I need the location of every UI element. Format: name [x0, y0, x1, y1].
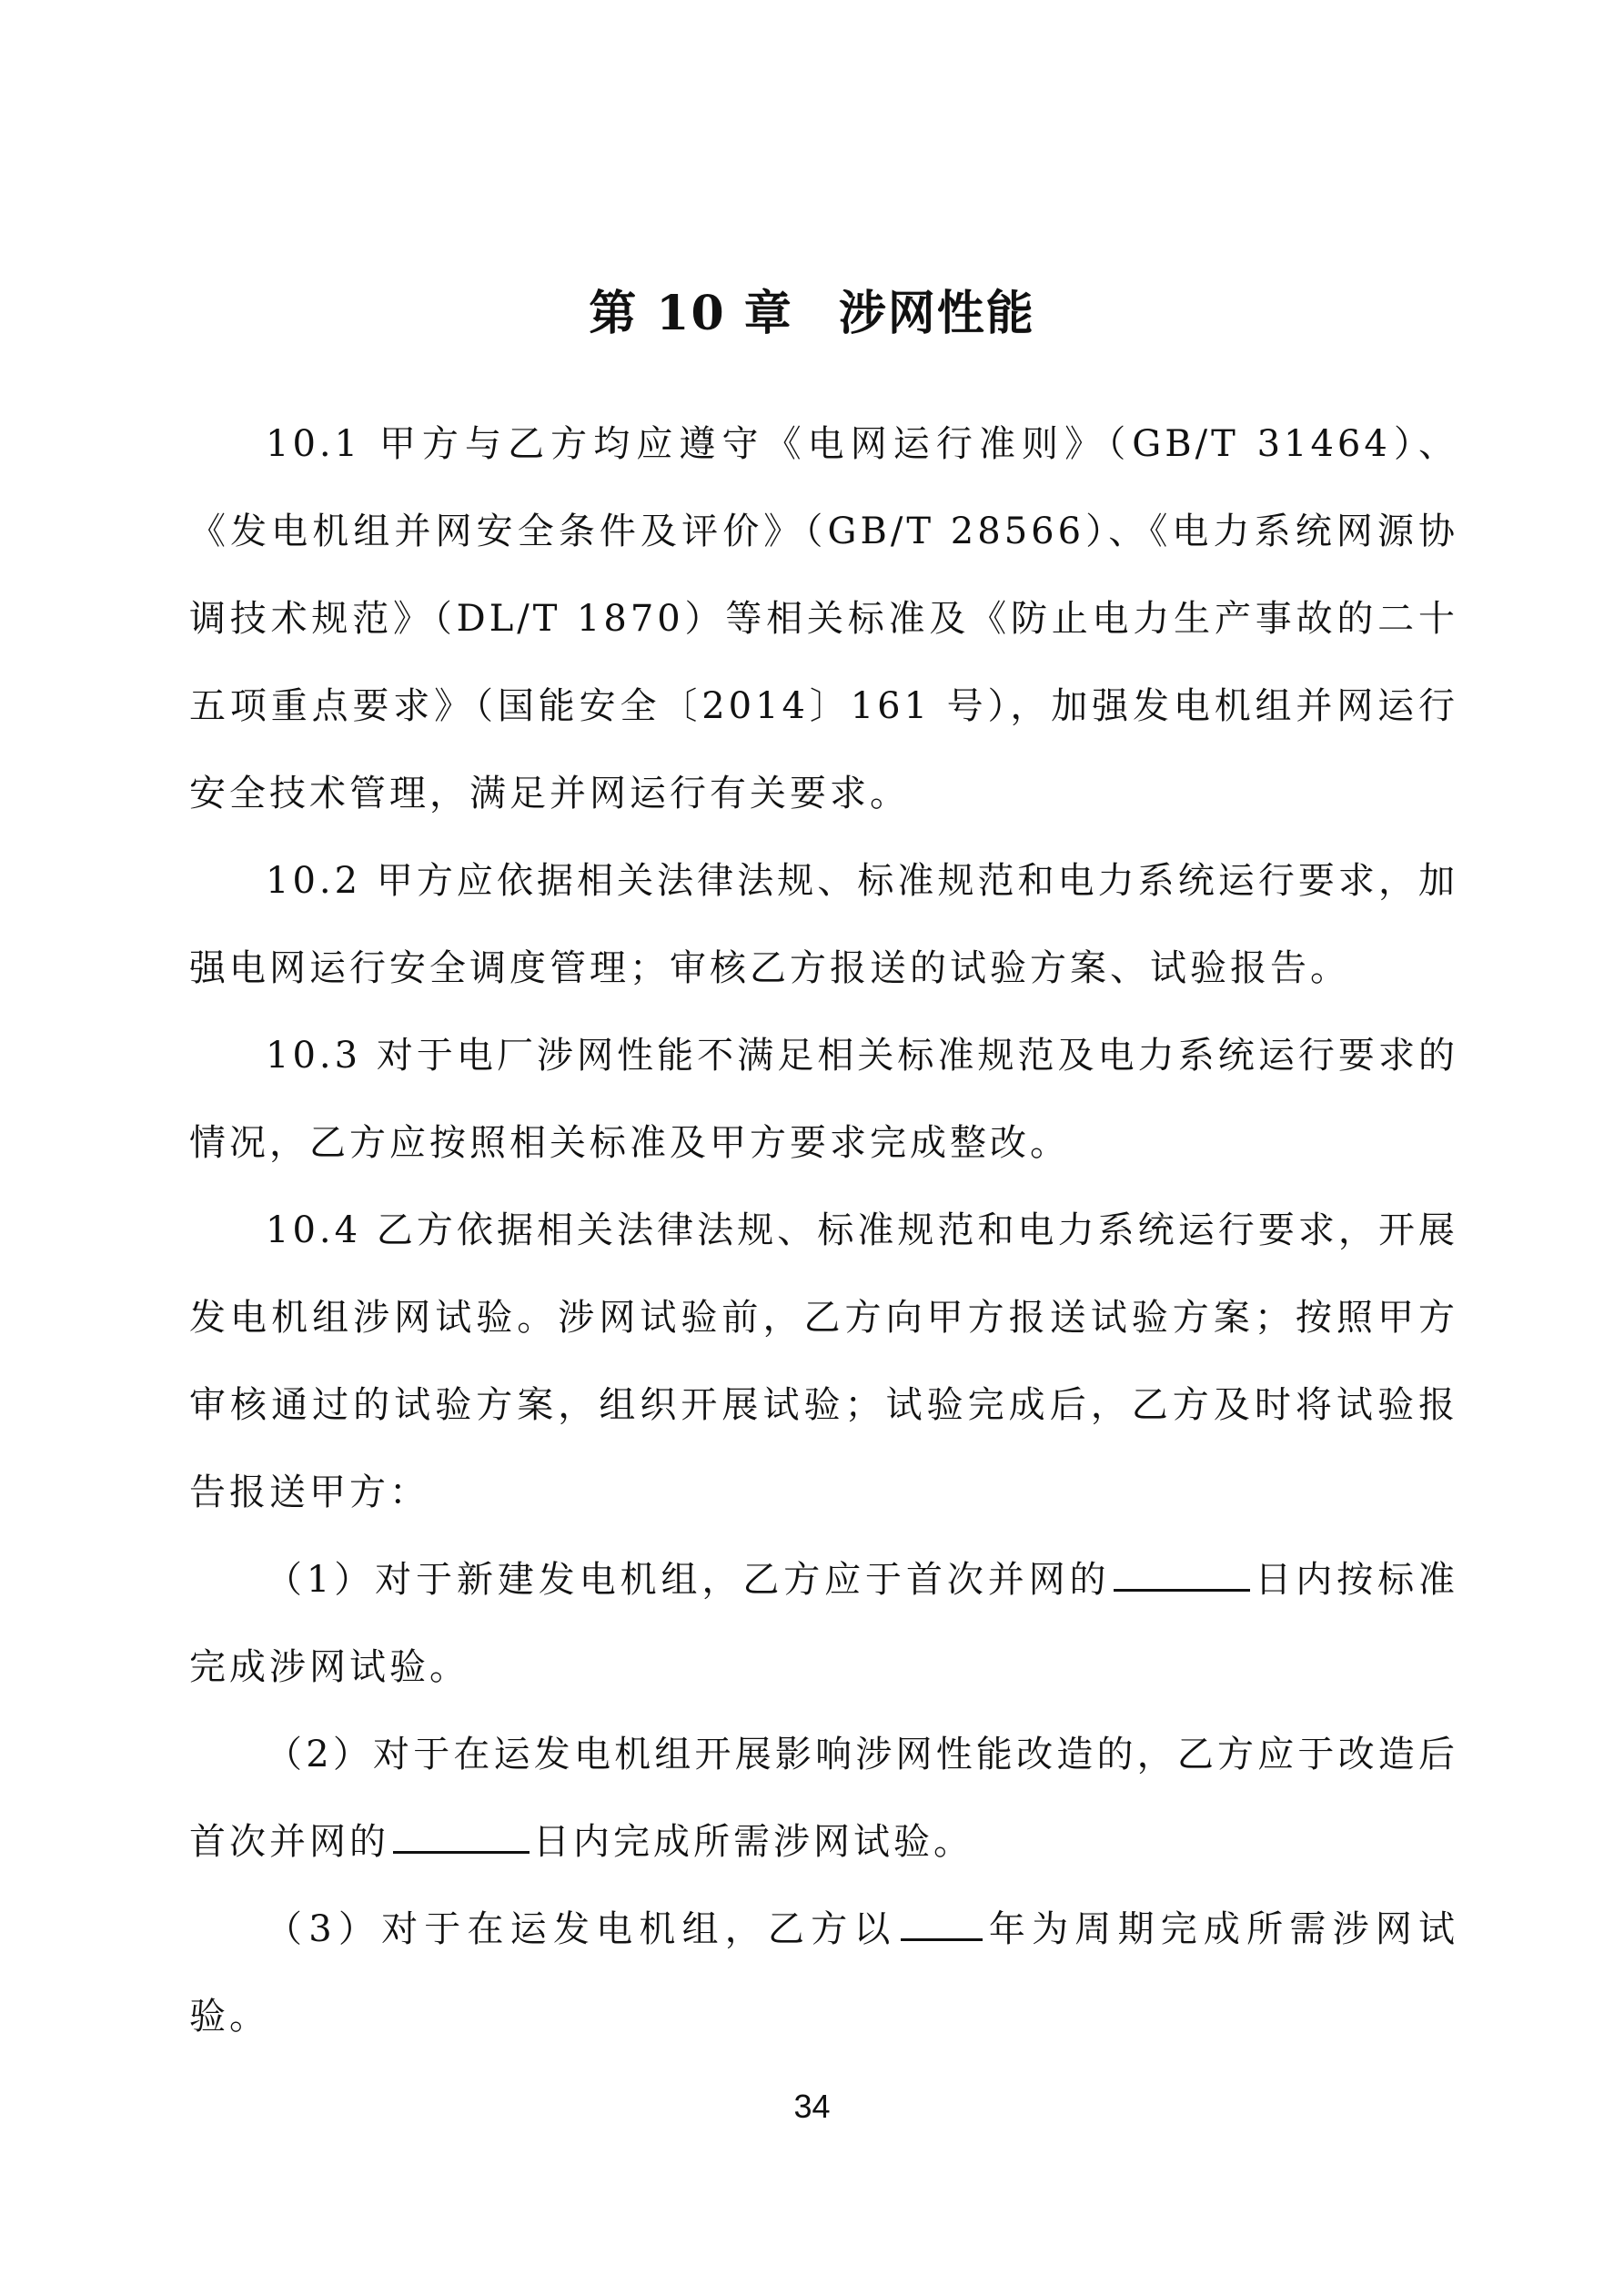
- item-1-text-before: （1）对于新建发电机组，乙方应于首次并网的: [266, 1559, 1111, 1601]
- item-2-text-before: （2）对于在运发电机组开展影响涉网性能改造的，乙方应于改造后首次并网的: [189, 1734, 1458, 1863]
- chapter-body: [189, 400, 1458, 2060]
- paragraph-10-3: 10.3 对于电厂涉网性能不满足相关标准规范及电力系统运行要求的情况，乙方应按照相关标准及甲方要求完成整改。: [189, 1035, 1458, 1164]
- item-2-blank: [393, 1818, 530, 1854]
- item-3-text-after: 年为周期完成所需涉网试验。: [189, 1908, 1459, 2038]
- paragraph-10-4: 10.4 乙方依据相关法律法规、标准规范和电力系统运行要求，开展发电机组涉网试验。涉网试验前，乙方向甲方报送试验方案；按照甲方审核通过的试验方案，组织开展试验；试验完成后，乙方及时将试验报告报送甲方：: [189, 1209, 1458, 1513]
- chapter-name: 涉网性能: [838, 286, 1035, 341]
- item-2-text-after: 日内完成所需涉网试验。: [533, 1821, 973, 1863]
- item-1-blank: [1114, 1556, 1250, 1592]
- paragraph-10-2: 10.2 甲方应依据相关法律法规、标准规范和电力系统运行要求，加强电网运行安全调度管理；审核乙方报送的试验方案、试验报告。: [189, 860, 1458, 989]
- item-1-text-after: 日内按标准完成涉网试验。: [189, 1559, 1458, 1688]
- item-3-text-before: （3）对于在运发电机组，乙方以: [266, 1908, 897, 1950]
- item-3: [189, 1886, 1458, 2060]
- chapter-number: 第 10 章: [589, 286, 793, 341]
- item-2: [189, 1711, 1458, 1886]
- paragraph-10-1: 10.1 甲方与乙方均应遵守《电网运行准则》（GB/T 31464）、《发电机组并网安全条件及评价》（GB/T 28566）、《电力系统网源协调技术规范》（DL/T 1870）等相关标准及《防止电力生产事故的二十五项重点要求》（国能安全〔2014〕161 号），加强发电机组并网运行安全技术管理，满足并网运行有关要求。: [189, 423, 1458, 814]
- chapter-title: [0, 273, 1624, 355]
- item-3-blank: [901, 1906, 983, 1941]
- item-1: [189, 1536, 1458, 1711]
- page-number: 34: [793, 2088, 831, 2125]
